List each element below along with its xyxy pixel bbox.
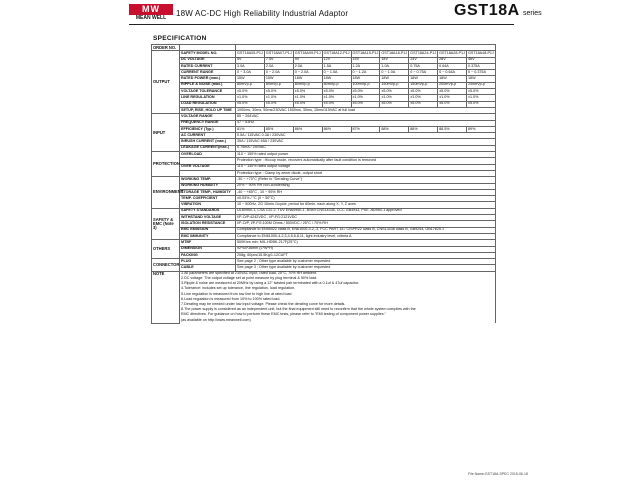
spec-value-cell: ±1.0%	[322, 95, 351, 101]
spec-param-label: RIPPLE & NOISE (max.)	[180, 82, 236, 88]
spec-value-cell: 0 ~ 2.0A	[264, 70, 293, 76]
spec-value-cell: ±5.0%	[264, 101, 293, 107]
spec-value-cell: 24V	[409, 57, 438, 63]
spec-value-cell: GST18A15-P1J	[351, 51, 380, 57]
spec-param-label: OVER VOLTAGE	[180, 164, 236, 170]
logo-mark: MW	[129, 4, 173, 15]
spec-param-label: WORKING TEMP.	[180, 177, 236, 183]
spec-value-cell: 110 ~ 140% rated output voltage	[236, 164, 496, 170]
spec-value-cell: ±1.0%	[351, 95, 380, 101]
spec-value-cell: UL60950-1, CSA C22.2, TUV EN60950-1, BSMI CNS14336, CCC GB4943, PSE J60950-1 approved	[236, 208, 496, 214]
spec-value-cell: 48V	[467, 57, 496, 63]
note-row	[152, 318, 496, 323]
spec-value-cell: 80mVp-p	[236, 82, 265, 88]
spec-value-cell: 18W	[438, 76, 467, 82]
note-text: EMC directives. For guidance on how to perform these EMC tests, please refer to "EMI testing of component power supplies."	[180, 313, 496, 318]
spec-value-cell: 1.0A	[380, 63, 409, 69]
spec-group-label: OUTPUT	[152, 51, 180, 114]
spec-param-label: LEAKAGE CURRENT(max.)	[180, 145, 236, 151]
spec-value-cell: 85%	[264, 126, 293, 132]
spec-group-label: ORDER NO.	[152, 45, 180, 51]
spec-value-cell: 35A / 115VAC 65A / 230VAC	[236, 139, 496, 145]
spec-value-cell: 500Khrs min. MIL-HDBK-217F(25°C)	[236, 240, 496, 246]
spec-value-cell: ±5.0%	[293, 101, 322, 107]
spec-group-label: ENVIRONMENT	[152, 177, 180, 208]
spec-value-cell: 150mVp-p	[409, 82, 438, 88]
spec-value-cell: 28V	[438, 57, 467, 63]
spec-value-cell: ±5.0%	[322, 101, 351, 107]
spec-value-cell: ±1.0%	[264, 95, 293, 101]
spec-value-cell: 81%	[236, 126, 265, 132]
spec-value-cell: GST18A09-P1J	[293, 51, 322, 57]
spec-value-cell: Protection type : Clamp by zener diode, output short	[236, 170, 496, 176]
spec-value-cell: ±5.0%	[236, 89, 265, 95]
spec-value-cell: GST18A07-P1J	[264, 51, 293, 57]
note-text: 6.Load regulation is measured from 10% to 100% rated load.	[180, 297, 496, 302]
spec-value-cell: 2.0A	[293, 63, 322, 69]
spec-value-cell: 0 ~ 1.5A	[322, 70, 351, 76]
spec-param-label: VOLTAGE TOLERANCE	[180, 89, 236, 95]
spec-value-cell: 3.0A	[236, 63, 265, 69]
spec-value-cell: 88%	[409, 126, 438, 132]
spec-value-cell: 0.375A	[467, 63, 496, 69]
spec-value-cell: ±5.0%	[293, 89, 322, 95]
spec-value-cell: GST18A48-P1J	[467, 51, 496, 57]
spec-value-cell: 240mVp-p	[467, 82, 496, 88]
spec-value-cell: ±5.0%	[467, 89, 496, 95]
spec-value-cell: ±5.0%	[264, 89, 293, 95]
spec-value-cell: 15W	[264, 76, 293, 82]
spec-group-label: PROTECTION	[152, 152, 180, 177]
spec-param-label: PACKING	[180, 252, 236, 258]
spec-value-cell: 88%	[380, 126, 409, 132]
spec-param-label: ISOLATION RESISTANCE	[180, 221, 236, 227]
spec-value-cell: 0 ~ 0.75A	[409, 70, 438, 76]
spec-value-cell: 18W	[467, 76, 496, 82]
spec-param-label: CURRENT RANGE	[180, 70, 236, 76]
brand-logo	[129, 4, 173, 21]
spec-value-cell: 88.5%	[438, 126, 467, 132]
spec-group-label: SAFETY & EMC (Note 3)	[152, 208, 180, 239]
spec-value-cell: 208g; 60pcs/15.5Kg/1.12CUFT	[236, 252, 496, 258]
spec-value-cell: 5V	[236, 57, 265, 63]
spec-value-cell: 86%	[293, 126, 322, 132]
spec-value-cell: ±5.0%	[467, 101, 496, 107]
spec-value-cell: Compliance to EN55022 class B, EN61000-3-2,-3, FCC PART 15 / CISPR22 class B, CNS13438 class B, GB9254, GB17625.1	[236, 227, 496, 233]
spec-value-cell: 18W	[322, 76, 351, 82]
spec-value-cell: 85 ~ 264VAC	[236, 114, 496, 120]
spec-param-label: SETUP, RISE, HOLD UP TIME	[180, 107, 236, 113]
spec-value-cell: 7.5V	[264, 57, 293, 63]
spec-value-cell: 92*54*36mm (L*W*H)	[236, 246, 496, 252]
spec-value-cell: -30 ~ +70°C (Refer to "Derating Curve")	[236, 177, 496, 183]
spec-value-cell: GST18A18-P1J	[380, 51, 409, 57]
spec-value-cell: ±1.0%	[293, 95, 322, 101]
spec-value-cell: 87%	[351, 126, 380, 132]
spec-value-cell: GST18A12-P1J	[322, 51, 351, 57]
spec-value-cell: 86%	[322, 126, 351, 132]
spec-value-cell: 0.64A	[438, 63, 467, 69]
spec-value-cell: ±5.0%	[409, 101, 438, 107]
spec-value-cell: ±5.0%	[380, 101, 409, 107]
spec-value-cell: 18W	[293, 76, 322, 82]
spec-param-label: FREQUENCY RANGE	[180, 120, 236, 126]
notes-label: NOTE	[152, 271, 180, 323]
spec-param-label: STORAGE TEMP., HUMIDITY	[180, 189, 236, 195]
spec-value-cell: See page 2 ; Other type available by customer requested	[236, 259, 496, 265]
series-label: series	[523, 10, 542, 17]
spec-param-label: WITHSTAND VOLTAGE	[180, 215, 236, 221]
spec-value-cell: 12V	[322, 57, 351, 63]
spec-value-cell: 0.75A	[409, 63, 438, 69]
spec-value-cell: 0.5A / 115VAC 0.3A / 230VAC	[236, 133, 496, 139]
spec-value-cell: ±1.0%	[380, 95, 409, 101]
spec-value-cell: 89%	[467, 126, 496, 132]
spec-param-label: SAFETY STANDARDS	[180, 208, 236, 214]
note-text: 3.Ripple & noise are measured at 20MHz by using a 12" twisted pair terminated with a 0.1uf & 47uf capacitor.	[180, 282, 496, 287]
spec-value-cell: 80mVp-p	[293, 82, 322, 88]
spec-value-cell: GST18A24-P1J	[409, 51, 438, 57]
note-text: 8.The power supply is considered as an independent unit, but the final equipment still need to reconfirm that the whole system complies with the	[180, 308, 496, 313]
spec-value-cell: 0 ~ 3.0A	[236, 70, 265, 76]
spec-value-cell: See page 3 ; Other type available by customer requested	[236, 265, 496, 271]
spec-value-cell: ±1.0%	[236, 95, 265, 101]
spec-value-cell: Protection type : Hiccup mode, recovers automatically after fault condition is removed	[236, 158, 496, 164]
spec-param-label: EMC IMMUNITY	[180, 233, 236, 239]
document-title: 18W AC-DC High Reliability Industrial Adaptor	[176, 9, 349, 18]
spec-param-label: DC VOLTAGE	[180, 57, 236, 63]
spec-group-label: INPUT	[152, 114, 180, 152]
spec-group-label: CONNECTOR	[152, 259, 180, 272]
spec-value-cell: ±5.0%	[438, 89, 467, 95]
spec-value-cell: 1000ms, 30ms, 50ms/230VAC 1500ms, 30ms, 15ms/115VAC at full load	[236, 107, 496, 113]
spec-value-cell: 2.0A	[264, 63, 293, 69]
spec-value-cell: 1.2A	[351, 63, 380, 69]
spec-param-label: OVERLOAD	[180, 152, 236, 158]
spec-param-label: INRUSH CURRENT (max.)	[180, 139, 236, 145]
spec-value-cell: 18W	[351, 76, 380, 82]
footer-filename: File Name:GST18A-SPEC 2015-06-18	[468, 472, 528, 476]
spec-value-cell: 100mVp-p	[351, 82, 380, 88]
note-text: 7.Derating may be needed under low input voltage. Please check the derating curve for more details.	[180, 302, 496, 307]
note-text: 1.All parameters are specified at 230VAC input, rated load, 25°C, 70% RH ambient.	[180, 271, 496, 276]
spec-value-cell: ±5.0%	[351, 101, 380, 107]
spec-value-cell: 80mVp-p	[322, 82, 351, 88]
spec-value-cell: 10 ~ 500Hz, 2G 10min./1cycle, period for 60min. each along X, Y, Z axes	[236, 202, 496, 208]
spec-param-label: LOAD REGULATION	[180, 101, 236, 107]
header-divider	[129, 24, 514, 25]
spec-value-cell: I/P-O/P:4242VDC , I/P-FG:2121VDC	[236, 215, 496, 221]
spec-param-label: EFFICIENCY (Typ.)	[180, 126, 236, 132]
spec-value-cell: GST18A28-P1J	[438, 51, 467, 57]
spec-value-cell: ±1.0%	[467, 95, 496, 101]
spec-param-label: RATED POWER (max.)	[180, 76, 236, 82]
spec-value-cell: 0 ~ 0.64A	[438, 70, 467, 76]
spec-value-cell: ±5.0%	[236, 101, 265, 107]
spec-value-cell: 0 ~ 1.2A	[351, 70, 380, 76]
spec-value-cell: ±0.03% / °C (0 ~ 50°C)	[236, 196, 496, 202]
spec-value-cell: 18W	[409, 76, 438, 82]
spec-value-cell: ±5.0%	[409, 89, 438, 95]
model-name: GST18A	[454, 2, 520, 19]
section-title: SPECIFICATION	[153, 35, 207, 42]
spec-value-cell: 9V	[293, 57, 322, 63]
spec-value-cell: -40 ~ +85°C , 10 ~ 95% RH	[236, 189, 496, 195]
spec-param-label: DIMENSION	[180, 246, 236, 252]
spec-param-label: AC CURRENT	[180, 133, 236, 139]
note-text: (as available on http://www.meanwell.com)	[180, 318, 496, 323]
spec-value-cell: 1.5A	[322, 63, 351, 69]
spec-param-label: TEMP. COEFFICIENT	[180, 196, 236, 202]
spec-value-cell: 20% ~ 90% RH non-condensing	[236, 183, 496, 189]
spec-value-cell: 200mVp-p	[438, 82, 467, 88]
spec-param-label: MTBF	[180, 240, 236, 246]
spec-value-cell: 18V	[380, 57, 409, 63]
spec-value-cell: Compliance to EN61000-4-2,3,4,5,6,8,11, light industry level, criteria A	[236, 233, 496, 239]
spec-value-cell: 110 ~ 150% rated output power	[236, 152, 496, 158]
spec-value-cell: ±1.0%	[438, 95, 467, 101]
spec-table	[151, 44, 496, 324]
spec-param-label: CABLE	[180, 265, 236, 271]
spec-param-label: LINE REGULATION	[180, 95, 236, 101]
spec-param-label: VIBRATION	[180, 202, 236, 208]
spec-param-label: SAFETY MODEL NO.	[180, 51, 236, 57]
note-text: 4.Tolerance: includes set up tolerance, line regulation, load regulation.	[180, 287, 496, 292]
spec-value-cell: ±5.0%	[351, 89, 380, 95]
spec-value-cell: 15V	[351, 57, 380, 63]
note-text: 2.DC voltage: The output voltage set at point measure by plug terminal & 50% load.	[180, 276, 496, 281]
spec-value-cell: 0.75mA / 240VAC	[236, 145, 496, 151]
spec-value-cell: I/P-O/P, I/P-FG:100M Ohms / 500VDC / 25°C / 70% RH	[236, 221, 496, 227]
logo-subtext: MEAN WELL	[135, 15, 167, 21]
spec-value-cell: 0 ~ 2.0A	[293, 70, 322, 76]
spec-value-cell: ±5.0%	[322, 89, 351, 95]
spec-param-label: VOLTAGE RANGE	[180, 114, 236, 120]
spec-value-cell: ±5.0%	[380, 89, 409, 95]
spec-param-label: EMC EMISSION	[180, 227, 236, 233]
spec-value-cell: 0 ~ 0.375A	[467, 70, 496, 76]
spec-value-cell: ±5.0%	[438, 101, 467, 107]
spec-value-cell: 0 ~ 1.0A	[380, 70, 409, 76]
spec-value-cell: 150mVp-p	[380, 82, 409, 88]
spec-group-label: OTHERS	[152, 240, 180, 259]
spec-param-label: PLUG	[180, 259, 236, 265]
spec-value-cell: ±1.0%	[409, 95, 438, 101]
spec-param-label: RATED CURRENT	[180, 63, 236, 69]
spec-value-cell: 15W	[236, 76, 265, 82]
spec-value-cell: 18W	[380, 76, 409, 82]
spec-value-cell: 80mVp-p	[264, 82, 293, 88]
spec-value-cell: GST18A05-P1J	[236, 51, 265, 57]
spec-value-cell: 47 ~ 63Hz	[236, 120, 496, 126]
note-text: 5.Line regulation is measured from low line to high line at rated load.	[180, 292, 496, 297]
spec-param-label: WORKING HUMIDITY	[180, 183, 236, 189]
